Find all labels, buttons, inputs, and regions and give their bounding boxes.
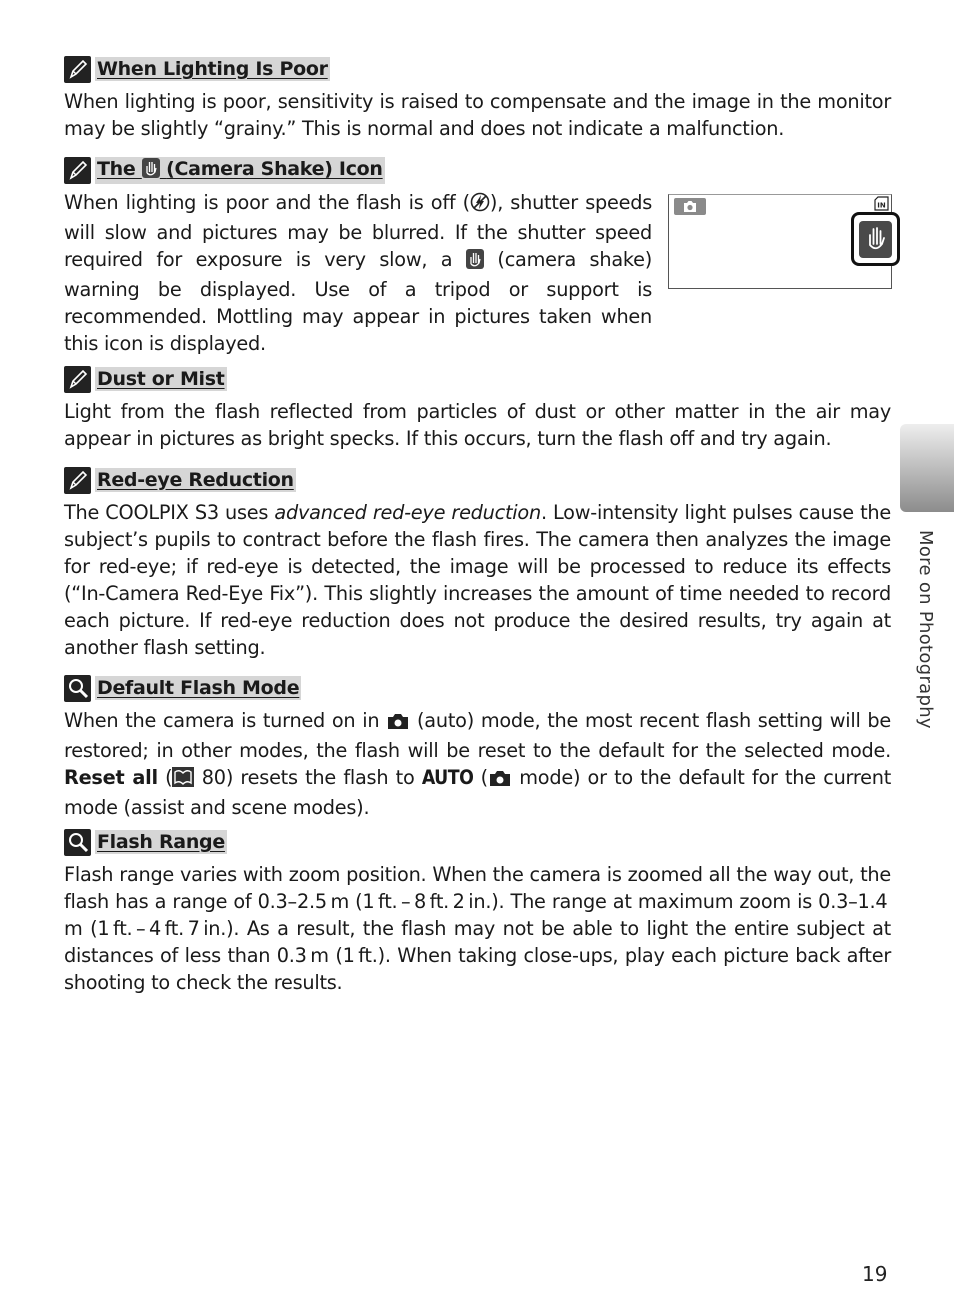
note-pencil-icon xyxy=(64,366,91,393)
chapter-label: More on Photography xyxy=(915,530,936,729)
page-reference-icon xyxy=(172,767,194,794)
section-red-eye xyxy=(64,466,891,661)
paragraph: Light from the flash reflected from particles of dust or other matter in the air may appear in pictures as bright specks. If this occurs, turn the flash off and try again. xyxy=(64,400,891,450)
section-heading xyxy=(64,55,891,83)
heading-title: The (Camera Shake) Icon xyxy=(95,157,385,184)
paragraph: When the camera is turned on in (auto) mode, the most recent flash setting will be restored; in other modes, the flash will be reset to the default for the selected mode. Reset all ( 80) resets the flash to AUTO ( mode) or to the default for the current mode (assist and scene modes). xyxy=(64,709,892,819)
flash-off-icon xyxy=(470,192,490,219)
section-heading xyxy=(64,466,891,494)
tip-magnifier-icon xyxy=(64,829,91,856)
camera-mode-icon xyxy=(674,198,706,215)
paragraph: Flash range varies with zoom position. When the camera is zoomed all the way out, the flash has a range of 0.3–2.5 m (1 ft. – 8 ft. 2 in.). The range at maximum zoom is 0.3–1.4 m (1 ft. – 4 ft. 7 in.). As a result, the flash may not be able to light the entire subject at distances of less than 0.3 m (1 ft.). When taking close-ups, play each picture back after shooting to check the results. xyxy=(64,863,891,994)
paragraph: The COOLPIX S3 uses advanced red-eye reduction. Low-intensity light pulses cause the subject’s pupils to contract before the flash fires. The camera then analyzes the image for red-eye; if red-eye is detected, the image will be processed to reduce its effects (“In-Camera Red-Eye Fix”). This slightly increases the amount of time needed to record each picture. If red-eye reduction does not produce the desired results, try again at another flash setting. xyxy=(64,501,892,659)
section-lighting-poor xyxy=(64,55,891,142)
note-pencil-icon xyxy=(64,56,91,83)
reset-all-term: Reset all xyxy=(64,766,158,789)
tip-magnifier-icon xyxy=(64,675,91,702)
heading-title: Flash Range xyxy=(97,831,225,853)
paragraph: When lighting is poor, sensitivity is raised to compensate and the image in the monitor may be slightly “grainy.” This is normal and does not indicate a malfunction. xyxy=(64,90,891,140)
section-dust-mist xyxy=(64,365,891,452)
auto-flash-label: AUTO xyxy=(421,766,474,789)
section-camera-shake xyxy=(64,156,652,357)
heading-title: Default Flash Mode xyxy=(97,677,300,699)
camera-shake-icon xyxy=(142,158,160,184)
section-heading xyxy=(64,674,891,702)
monitor-illustration xyxy=(668,194,892,289)
camera-shake-warning-highlight xyxy=(851,212,900,266)
camera-shake-icon xyxy=(859,221,892,258)
camera-auto-icon xyxy=(488,767,512,794)
memory-label: IN xyxy=(877,201,886,210)
paragraph: When lighting is poor and the flash is off ( ), shutter speeds will slow and pictures may be blurred. If the shutter speed required for exposure is very slow, a (camera shake) warning be displayed. Use of a tripod or support is recommended. Mottling may appear in pictures taken when this icon is displayed. xyxy=(64,191,652,355)
section-heading xyxy=(64,828,891,856)
section-flash-range xyxy=(64,828,891,996)
note-pencil-icon xyxy=(64,157,91,184)
heading-title: Red-eye Reduction xyxy=(97,469,294,491)
section-default-flash xyxy=(64,674,891,821)
section-heading xyxy=(64,365,891,393)
chapter-thumb-tab xyxy=(900,424,954,512)
internal-memory-icon xyxy=(873,196,890,211)
camera-auto-icon xyxy=(386,710,410,737)
heading-title: When Lighting Is Poor xyxy=(97,58,328,80)
note-pencil-icon xyxy=(64,467,91,494)
emphasis-term: advanced red-eye reduction xyxy=(274,501,541,524)
camera-shake-icon xyxy=(466,249,484,276)
page-number: 19 xyxy=(862,1262,888,1286)
section-heading xyxy=(64,156,652,184)
heading-title: Dust or Mist xyxy=(97,368,225,390)
